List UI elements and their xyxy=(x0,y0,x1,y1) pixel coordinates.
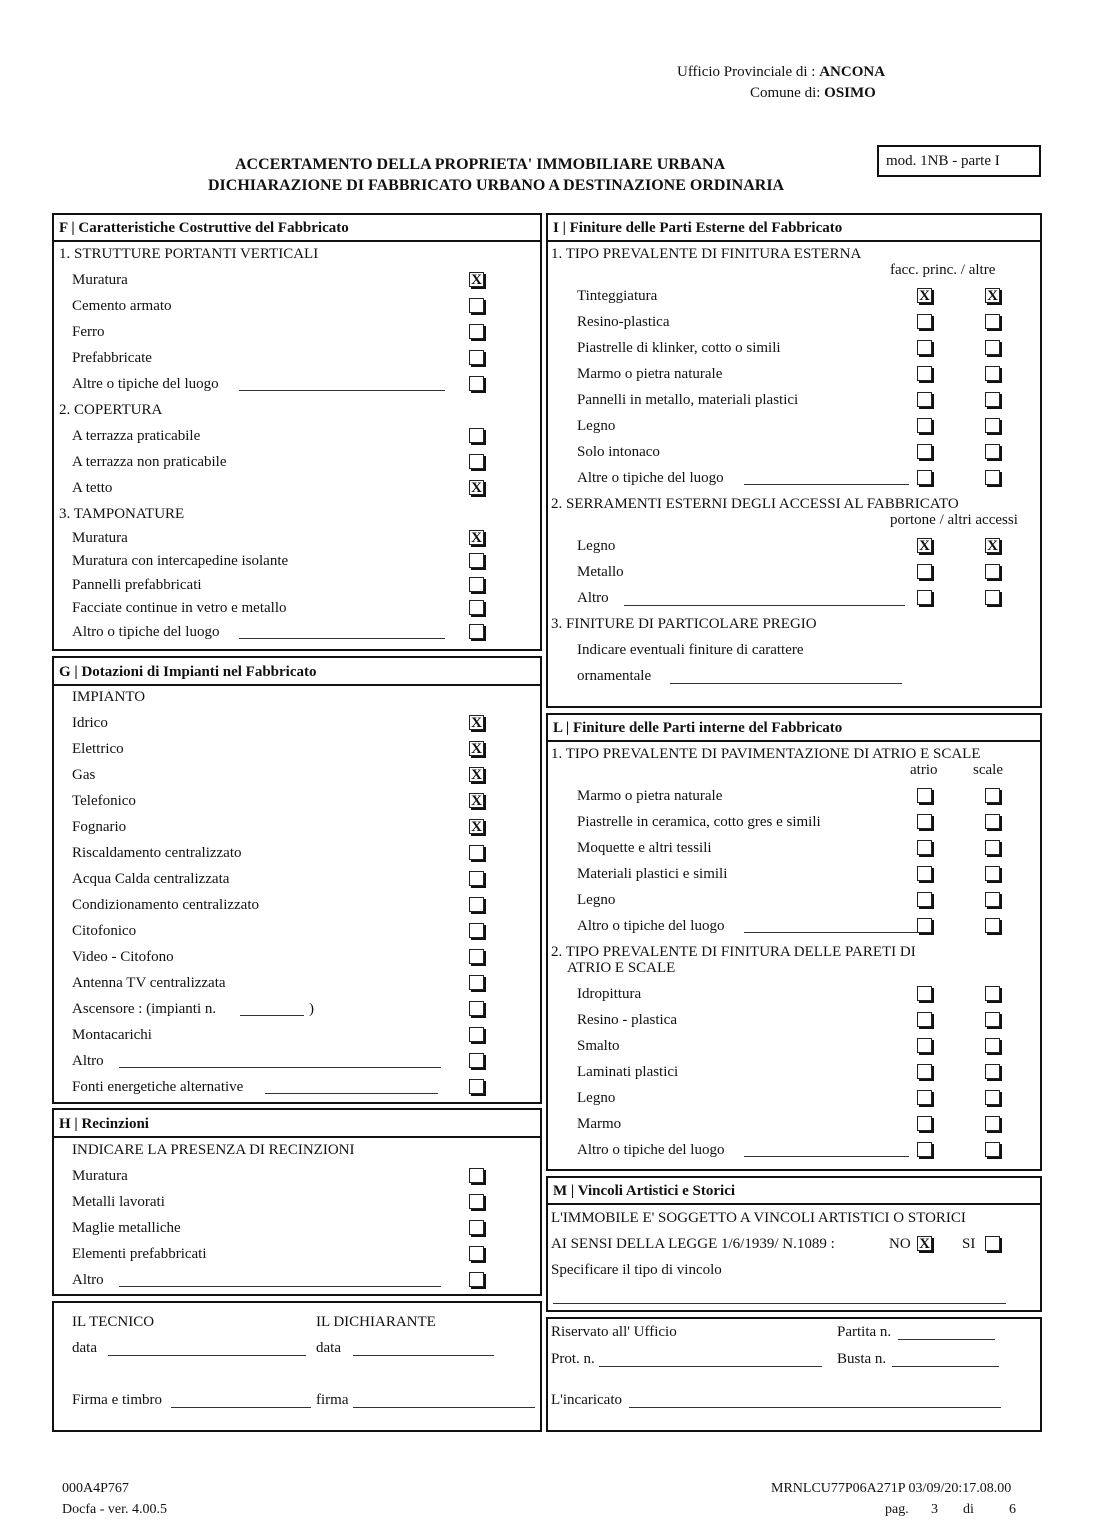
f2-terrazza-praticabile-checkbox[interactable] xyxy=(469,428,484,443)
l1-legno-atrio-checkbox[interactable] xyxy=(917,892,932,907)
l2-laminati-scale-checkbox[interactable] xyxy=(985,1064,1000,1079)
m-no-checkbox[interactable]: X xyxy=(917,1236,932,1251)
f3-item-label: Pannelli prefabbricati xyxy=(72,577,202,593)
office-riservato: Riservato all' Ufficio xyxy=(551,1324,677,1340)
f-group-3-title: 3. TAMPONATURE xyxy=(59,506,185,522)
i3-line-1: Indicare eventuali finiture di carattere xyxy=(577,642,804,658)
g-altro-checkbox[interactable] xyxy=(469,1053,484,1068)
l2-idropittura-scale-checkbox[interactable] xyxy=(985,986,1000,1001)
l2-altro-scale-checkbox[interactable] xyxy=(985,1142,1000,1157)
i1-tinteggiatura-facc-checkbox[interactable]: X xyxy=(917,288,932,303)
g-antenna-checkbox[interactable] xyxy=(469,975,484,990)
f2-tetto-checkbox[interactable]: X xyxy=(469,480,484,495)
l1-plastici-atrio-checkbox[interactable] xyxy=(917,866,932,881)
g-gas-checkbox[interactable]: X xyxy=(469,767,484,782)
office-incaricato-label: L'incaricato xyxy=(551,1392,622,1408)
l1-moquette-scale-checkbox[interactable] xyxy=(985,840,1000,855)
g-telefonico-checkbox[interactable]: X xyxy=(469,793,484,808)
g-item-label: Condizionamento centralizzato xyxy=(72,897,260,913)
l2-item-label: Legno xyxy=(577,1090,616,1106)
l2-item-label: Resino - plastica xyxy=(577,1012,677,1028)
g-item-label: Montacarichi xyxy=(72,1027,152,1043)
l2-smalto-atrio-checkbox[interactable] xyxy=(917,1038,932,1053)
g-item-label: Riscaldamento centralizzato xyxy=(72,845,242,861)
g-condizionamento-checkbox[interactable] xyxy=(469,897,484,912)
i1-item-label: Resino-plastica xyxy=(577,314,670,330)
g-ascensore-count-input[interactable] xyxy=(240,1015,304,1016)
g-item-label: Citofonico xyxy=(72,923,137,939)
h-item-label: Altro xyxy=(72,1272,104,1288)
f3-item-label: Altro o tipiche del luogo xyxy=(72,624,220,640)
i1-item-label: Tinteggiatura xyxy=(577,288,658,304)
l2-item-label: Altro o tipiche del luogo xyxy=(577,1142,725,1158)
ufficio-value: ANCONA xyxy=(819,64,886,80)
f1-item-label: Altre o tipiche del luogo xyxy=(72,376,219,392)
l-col-scale: scale xyxy=(973,762,1003,778)
g-idrico-checkbox[interactable]: X xyxy=(469,715,484,730)
office-busta-input[interactable] xyxy=(892,1366,999,1367)
m-line-2: AI SENSI DELLA LEGGE 1/6/1939/ N.1089 : xyxy=(551,1236,835,1252)
f1-item-label: Muratura xyxy=(72,272,128,288)
i1-altre-input[interactable] xyxy=(744,484,909,485)
ufficio-line xyxy=(677,63,885,81)
l2-resino-scale-checkbox[interactable] xyxy=(985,1012,1000,1027)
g-item-label: Gas xyxy=(72,767,96,783)
i1-legno-facc-checkbox[interactable] xyxy=(917,418,932,433)
model-label: mod. 1NB - parte I xyxy=(877,145,1041,177)
l2-item-label: Idropittura xyxy=(577,986,642,1002)
footer-page-label: pag. xyxy=(885,1502,909,1517)
l2-item-label: Smalto xyxy=(577,1038,620,1054)
l-group-1-title: 1. TIPO PREVALENTE DI PAVIMENTAZIONE DI ATRIO E SCALE xyxy=(551,746,981,762)
office-prot-input[interactable] xyxy=(599,1366,822,1367)
m-vincolo-input[interactable] xyxy=(553,1303,1006,1304)
office-partita-input[interactable] xyxy=(898,1339,995,1340)
f3-muratura-checkbox[interactable]: X xyxy=(469,530,484,545)
f2-item-label: A terrazza non praticabile xyxy=(72,454,227,470)
l2-item-label: Laminati plastici xyxy=(577,1064,679,1080)
l-group-2-title-line-1: 2. TIPO PREVALENTE DI FINITURA DELLE PARETI DI xyxy=(551,944,916,960)
section-i-title: I | Finiture delle Parti Esterne del Fabbricato xyxy=(548,215,1040,242)
g-item-label: Altro xyxy=(72,1053,104,1069)
l1-piastrelle-atrio-checkbox[interactable] xyxy=(917,814,932,829)
h-elementi-checkbox[interactable] xyxy=(469,1246,484,1261)
m-line-3: Specificare il tipo di vincolo xyxy=(551,1262,722,1278)
l2-smalto-scale-checkbox[interactable] xyxy=(985,1038,1000,1053)
i1-marmo-altre-checkbox[interactable] xyxy=(985,366,1000,381)
i-group-3-title: 3. FINITURE DI PARTICOLARE PREGIO xyxy=(551,616,817,632)
i-group-1-columns: facc. princ. / altre xyxy=(890,262,996,278)
i1-item-label: Piastrelle di klinker, cotto o simili xyxy=(577,340,781,356)
g-item-label: Telefonico xyxy=(72,793,136,809)
comune-line xyxy=(750,84,876,102)
footer-page-of: di xyxy=(963,1502,974,1517)
i1-marmo-facc-checkbox[interactable] xyxy=(917,366,932,381)
i1-legno-altre-checkbox[interactable] xyxy=(985,418,1000,433)
i1-altre-altre-checkbox[interactable] xyxy=(985,470,1000,485)
l1-item-label: Piastrelle in ceramica, cotto gres e simili xyxy=(577,814,821,830)
l-group-2-title-line-2: ATRIO E SCALE xyxy=(567,960,676,976)
h-altro-input[interactable] xyxy=(119,1286,441,1287)
l2-item-label: Marmo xyxy=(577,1116,622,1132)
i1-altre-facc-checkbox[interactable] xyxy=(917,470,932,485)
section-l-title: L | Finiture delle Parti interne del Fabbricato xyxy=(548,715,1040,742)
g-item-label: Antenna TV centralizzata xyxy=(72,975,226,991)
f1-altre-input[interactable] xyxy=(239,390,445,391)
l1-altro-scale-checkbox[interactable] xyxy=(985,918,1000,933)
l1-item-label: Moquette e altri tessili xyxy=(577,840,712,856)
i3-ornamentale-input[interactable] xyxy=(670,683,902,684)
i2-legno-portone-checkbox[interactable]: X xyxy=(917,538,932,553)
h-metalli-checkbox[interactable] xyxy=(469,1194,484,1209)
g-citofonico-checkbox[interactable] xyxy=(469,923,484,938)
footer-code: 000A4P767 xyxy=(62,1481,129,1496)
i1-resino-altre-checkbox[interactable] xyxy=(985,314,1000,329)
g-item-label: Fonti energetiche alternative xyxy=(72,1079,244,1095)
i1-tinteggiatura-altre-checkbox[interactable]: X xyxy=(985,288,1000,303)
i2-item-label: Legno xyxy=(577,538,616,554)
i-group-2-columns: portone / altri accessi xyxy=(890,512,1018,528)
section-l xyxy=(546,713,1042,1171)
g-altro-input[interactable] xyxy=(119,1067,441,1068)
l1-marmo-scale-checkbox[interactable] xyxy=(985,788,1000,803)
f1-prefabbricate-checkbox[interactable] xyxy=(469,350,484,365)
l1-plastici-scale-checkbox[interactable] xyxy=(985,866,1000,881)
l1-altro-atrio-checkbox[interactable] xyxy=(917,918,932,933)
i1-item-label: Marmo o pietra naturale xyxy=(577,366,723,382)
f2-item-label: A terrazza praticabile xyxy=(72,428,201,444)
i2-item-label: Altro xyxy=(577,590,609,606)
f1-altre-checkbox[interactable] xyxy=(469,376,484,391)
dichiarante-data-input[interactable] xyxy=(353,1355,494,1356)
dichiarante-label: IL DICHIARANTE xyxy=(316,1314,436,1330)
office-busta-label: Busta n. xyxy=(837,1351,887,1367)
l1-legno-scale-checkbox[interactable] xyxy=(985,892,1000,907)
i2-metallo-portone-checkbox[interactable] xyxy=(917,564,932,579)
l2-laminati-atrio-checkbox[interactable] xyxy=(917,1064,932,1079)
i1-pannelli-facc-checkbox[interactable] xyxy=(917,392,932,407)
section-g-title: G | Dotazioni di Impianti nel Fabbricato xyxy=(54,658,540,686)
i2-altro-input[interactable] xyxy=(624,605,905,606)
title-line-2: DICHIARAZIONE DI FABBRICATO URBANO A DESTINAZIONE ORDINARIA xyxy=(208,177,785,194)
f1-muratura-checkbox[interactable]: X xyxy=(469,272,484,287)
g-item-label: Acqua Calda centralizzata xyxy=(72,871,230,887)
l1-item-label: Materiali plastici e simili xyxy=(577,866,728,882)
g-item-label: Fognario xyxy=(72,819,127,835)
f3-item-label: Muratura xyxy=(72,530,128,546)
g-ascensore-checkbox[interactable] xyxy=(469,1001,484,1016)
f2-terrazza-non-praticabile-checkbox[interactable] xyxy=(469,454,484,469)
g-video-citofono-checkbox[interactable] xyxy=(469,949,484,964)
f-group-2-title: 2. COPERTURA xyxy=(59,402,163,418)
tecnico-label: IL TECNICO xyxy=(72,1314,155,1330)
i-group-2-title: 2. SERRAMENTI ESTERNI DEGLI ACCESSI AL FABBRICATO xyxy=(551,496,959,512)
section-f-title: F | Caratteristiche Costruttive del Fabbricato xyxy=(54,215,540,242)
l2-legno-scale-checkbox[interactable] xyxy=(985,1090,1000,1105)
title-line-1: ACCERTAMENTO DELLA PROPRIETA' IMMOBILIARE URBANA xyxy=(235,156,726,173)
l2-legno-atrio-checkbox[interactable] xyxy=(917,1090,932,1105)
h-item-label: Muratura xyxy=(72,1168,128,1184)
f3-facciate-checkbox[interactable] xyxy=(469,600,484,615)
f3-altro-input[interactable] xyxy=(239,638,445,639)
office-incaricato-input[interactable] xyxy=(629,1407,1001,1408)
comune-value: OSIMO xyxy=(824,85,876,101)
m-line-1: L'IMMOBILE E' SOGGETTO A VINCOLI ARTISTICI O STORICI xyxy=(551,1210,966,1226)
comune-label: Comune di: xyxy=(750,85,821,101)
f3-pannelli-checkbox[interactable] xyxy=(469,577,484,592)
g-riscaldamento-checkbox[interactable] xyxy=(469,845,484,860)
f3-item-label: Muratura con intercapedine isolante xyxy=(72,553,289,569)
l2-resino-atrio-checkbox[interactable] xyxy=(917,1012,932,1027)
f1-ferro-checkbox[interactable] xyxy=(469,324,484,339)
f1-item-label: Ferro xyxy=(72,324,105,340)
h-item-label: Maglie metalliche xyxy=(72,1220,181,1236)
firma-input[interactable] xyxy=(353,1407,535,1408)
l1-moquette-atrio-checkbox[interactable] xyxy=(917,840,932,855)
g-elettrico-checkbox[interactable]: X xyxy=(469,741,484,756)
tecnico-data-label: data xyxy=(72,1340,97,1356)
l2-marmo-atrio-checkbox[interactable] xyxy=(917,1116,932,1131)
dichiarante-data-label: data xyxy=(316,1340,341,1356)
l2-marmo-scale-checkbox[interactable] xyxy=(985,1116,1000,1131)
i2-metallo-altri-checkbox[interactable] xyxy=(985,564,1000,579)
footer-page-total: 6 xyxy=(1009,1502,1016,1517)
i1-pannelli-altre-checkbox[interactable] xyxy=(985,392,1000,407)
g-item-label: Elettrico xyxy=(72,741,124,757)
i2-altro-portone-checkbox[interactable] xyxy=(917,590,932,605)
f-group-1-title: 1. STRUTTURE PORTANTI VERTICALI xyxy=(59,246,319,262)
l2-altro-atrio-checkbox[interactable] xyxy=(917,1142,932,1157)
i2-altro-altri-checkbox[interactable] xyxy=(985,590,1000,605)
g-fonti-checkbox[interactable] xyxy=(469,1079,484,1094)
i1-item-label: Altre o tipiche del luogo xyxy=(577,470,724,486)
i3-line-2: ornamentale xyxy=(577,668,652,684)
i1-piastrelle-altre-checkbox[interactable] xyxy=(985,340,1000,355)
i1-intonaco-altre-checkbox[interactable] xyxy=(985,444,1000,459)
h-item-label: Elementi prefabbricati xyxy=(72,1246,207,1262)
f3-altro-checkbox[interactable] xyxy=(469,624,484,639)
i1-piastrelle-facc-checkbox[interactable] xyxy=(917,340,932,355)
section-m-title: M | Vincoli Artistici e Storici xyxy=(548,1178,1040,1205)
g-item-label: Idrico xyxy=(72,715,108,731)
f3-item-label: Facciate continue in vetro e metallo xyxy=(72,600,287,616)
f1-cemento-checkbox[interactable] xyxy=(469,298,484,313)
m-si-label: SI xyxy=(962,1236,976,1252)
h-muratura-checkbox[interactable] xyxy=(469,1168,484,1183)
g-item-label: Ascensore : (impianti n. xyxy=(72,1001,217,1017)
g-ascensore-suffix: ) xyxy=(309,1001,314,1017)
g-acqua-calda-checkbox[interactable] xyxy=(469,871,484,886)
firma-label: firma xyxy=(316,1392,349,1408)
l-col-atrio: atrio xyxy=(910,762,938,778)
i1-item-label: Pannelli in metallo, materiali plastici xyxy=(577,392,799,408)
m-si-checkbox[interactable] xyxy=(985,1236,1000,1251)
l1-marmo-atrio-checkbox[interactable] xyxy=(917,788,932,803)
g-fognario-checkbox[interactable]: X xyxy=(469,819,484,834)
l2-altro-input[interactable] xyxy=(744,1156,909,1157)
f1-item-label: Cemento armato xyxy=(72,298,172,314)
footer-page-current: 3 xyxy=(931,1502,938,1517)
i2-legno-altri-checkbox[interactable]: X xyxy=(985,538,1000,553)
tecnico-data-input[interactable] xyxy=(108,1355,306,1356)
i2-item-label: Metallo xyxy=(577,564,624,580)
l1-altro-input[interactable] xyxy=(744,932,917,933)
l1-item-label: Marmo o pietra naturale xyxy=(577,788,723,804)
h-subtitle: INDICARE LA PRESENZA DI RECINZIONI xyxy=(72,1142,355,1158)
m-no-label: NO xyxy=(889,1236,911,1252)
g-subtitle: IMPIANTO xyxy=(72,689,146,705)
i1-resino-facc-checkbox[interactable] xyxy=(917,314,932,329)
i1-item-label: Legno xyxy=(577,418,616,434)
f3-intercapedine-checkbox[interactable] xyxy=(469,553,484,568)
i-group-1-title: 1. TIPO PREVALENTE DI FINITURA ESTERNA xyxy=(551,246,862,262)
g-montacarichi-checkbox[interactable] xyxy=(469,1027,484,1042)
section-h-title: H | Recinzioni xyxy=(54,1110,540,1138)
i1-item-label: Solo intonaco xyxy=(577,444,660,460)
footer-fiscal: MRNLCU77P06A271P 03/09/20:17.08.00 xyxy=(771,1481,1012,1496)
l1-item-label: Altro o tipiche del luogo xyxy=(577,918,725,934)
h-maglie-checkbox[interactable] xyxy=(469,1220,484,1235)
i1-intonaco-facc-checkbox[interactable] xyxy=(917,444,932,459)
footer-version: Docfa - ver. 4.00.5 xyxy=(62,1502,167,1517)
h-altro-checkbox[interactable] xyxy=(469,1272,484,1287)
g-item-label: Video - Citofono xyxy=(72,949,174,965)
firma-timbro-label: Firma e timbro xyxy=(72,1392,162,1408)
l1-piastrelle-scale-checkbox[interactable] xyxy=(985,814,1000,829)
l1-item-label: Legno xyxy=(577,892,616,908)
firma-timbro-input[interactable] xyxy=(171,1407,311,1408)
f2-item-label: A tetto xyxy=(72,480,113,496)
h-item-label: Metalli lavorati xyxy=(72,1194,165,1210)
f1-item-label: Prefabbricate xyxy=(72,350,152,366)
office-partita-label: Partita n. xyxy=(837,1324,892,1340)
ufficio-label: Ufficio Provinciale di : xyxy=(677,64,816,80)
g-fonti-input[interactable] xyxy=(265,1093,438,1094)
l2-idropittura-atrio-checkbox[interactable] xyxy=(917,986,932,1001)
office-prot-label: Prot. n. xyxy=(551,1351,595,1367)
